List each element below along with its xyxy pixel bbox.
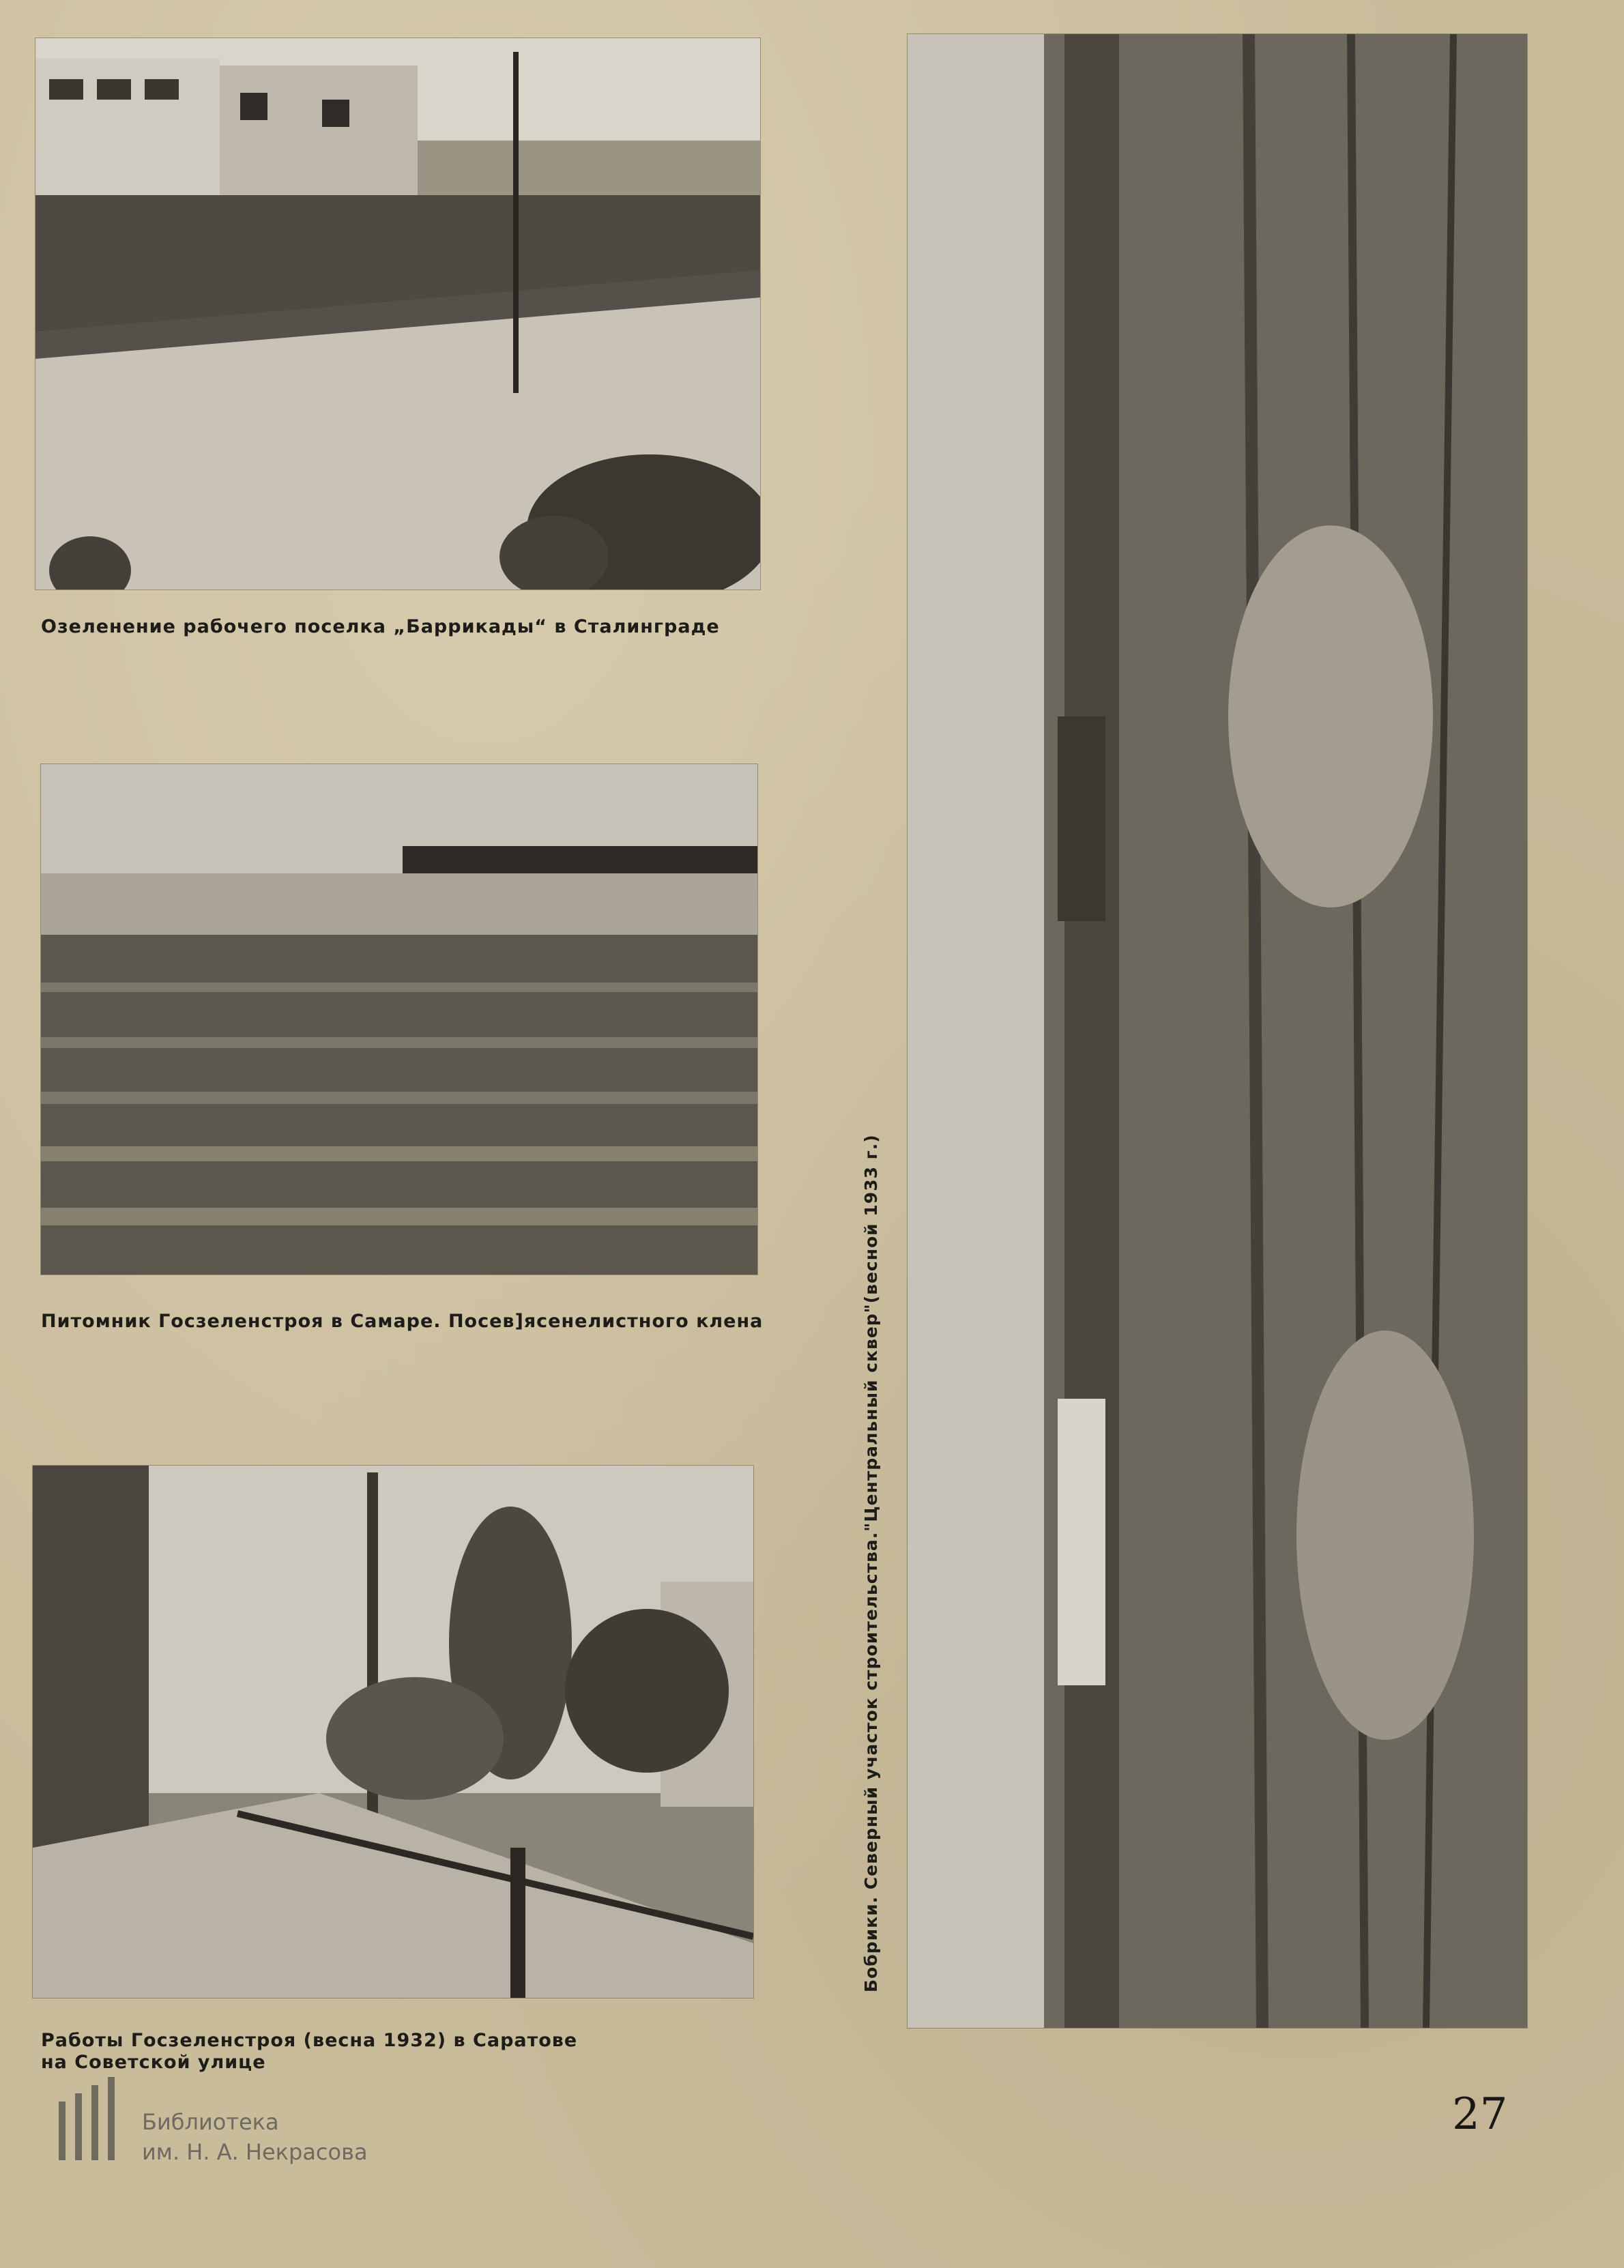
photo-saratov-street	[33, 1466, 753, 1998]
watermark-line1: Библиотека	[142, 2109, 279, 2135]
watermark-line2: им. Н. А. Некрасова	[142, 2139, 368, 2165]
photo-bobriki-panorama	[908, 34, 1527, 2028]
caption-saratov-line2: на Советской улице	[41, 2052, 266, 2073]
photo-samara-nursery	[41, 764, 757, 1275]
caption-samara: Питомник Госзеленстроя в Самаре. Посев]ясенелистного клена	[41, 1311, 764, 1332]
library-logo-icon	[56, 2074, 131, 2163]
caption-barrikady: Озеленение рабочего поселка „Баррикады“ в Сталинграде	[41, 616, 720, 637]
caption-saratov-line1: Работы Госзеленстроя (весна 1932) в Саратове	[41, 2030, 578, 2051]
page-number: 27	[1452, 2089, 1508, 2140]
caption-bobriki: Бобрики. Северный участок строительства."Центральный сквер"(весной 1933 г.)	[861, 1134, 881, 1992]
photo-barrikady-greening	[35, 38, 760, 590]
library-watermark	[142, 2107, 368, 2167]
